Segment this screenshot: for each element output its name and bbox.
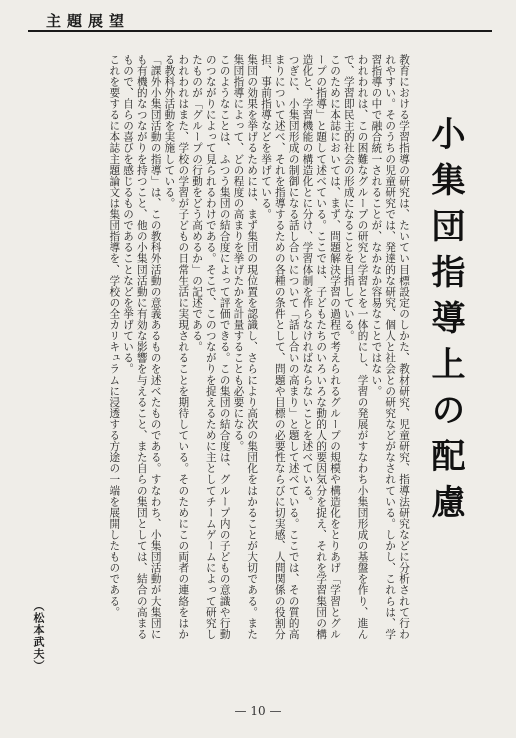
paragraph: われわれはまた、学校の学習が子どもの日常生活に実現されることを期待している。そのためにこの両者の連絡をはかる教科外活動を実施している。 — [163, 54, 190, 640]
section-label: 主題展望 — [46, 12, 131, 30]
paragraph: 教育における学習指導の研究は、たいてい目標設定のしかた、教材研究、児童研究、指導法研究などに分析されて行われやすい。そのうちの児童研究では、発達的な研究、個人と社会との研究などがなされている。しかし、これらは、学習指導の中で融合統一されることが、なかなか容易なことではない。 — [370, 54, 410, 640]
page-number: — 10 — — [234, 704, 282, 718]
paragraph: これを要するに本誌主題論文は集団指導を、学校の全カリキュラムに浸透する方途の一端を展開したものである。 — [108, 54, 121, 618]
paragraph: つぎに、小集団形成の制御になる話し合いについて「話し合いの高まり」と題して述べている。ここでは、その質的高まりについて述べ、それを指導するための各種の条件として、問題や目標の必要性ならびに切実感、人間関係の役割分担、事前指導などを挙げている。 — [260, 54, 300, 640]
article-title: 小集団指導上の配慮 — [425, 116, 465, 530]
article-body — [12, 54, 410, 644]
paragraph: 集団の効果を挙げるためには、まず集団の現位置を認識し、さらにより高次の集団化をはかることが大切である。また集団指導によって、どの程度の高まりを挙げたかを計量することも必要になる。 — [232, 54, 259, 640]
paragraph: このようなことは、ふつう集団の結合度によって評価できる。この集団の結合度は、グループ内の子どもの意識や行動のつながりによって見られるわけである。そこで、このつながりを捉えるために主としてチームゲームによって研究したものが「グループの行動をどう高めるか」の記述である。 — [191, 54, 231, 640]
paragraph: 「課外小集団活動の指導」は、この教科外活動の意義あるものを述べたものである。すなわち、小集団活動が大集団にも有機的なつながりを持つこと、他の小集団活動に有効な影響を与えること、また自らの集団としては、結合の高まるもので、自らの喜びを感じるものであることなどを挙げている。 — [122, 54, 162, 640]
section-header — [28, 6, 492, 32]
paragraph: このために本誌においては、まず、問題解決学習の過程で考えられるグループの規模や構造化をとりあげ「学習とグループの指導」と題して述べている。ここでは、子どもたちのいろいろな動的人的要因気分を捉え、それを学習集団の構造化と、学習機能の構造化とに分け、学習体制を作らなければならないことを述べている。 — [301, 54, 342, 640]
header-rule — [28, 30, 492, 32]
paragraph: われわれは、この困難なグループの研究と学習とを一体的にし、学習の発展がすなわち小集団形成の基盤を作り、進んで、学習即民主的社会の形成になることを目指している。 — [342, 54, 369, 640]
author-name: （松本武夫） — [32, 600, 45, 672]
